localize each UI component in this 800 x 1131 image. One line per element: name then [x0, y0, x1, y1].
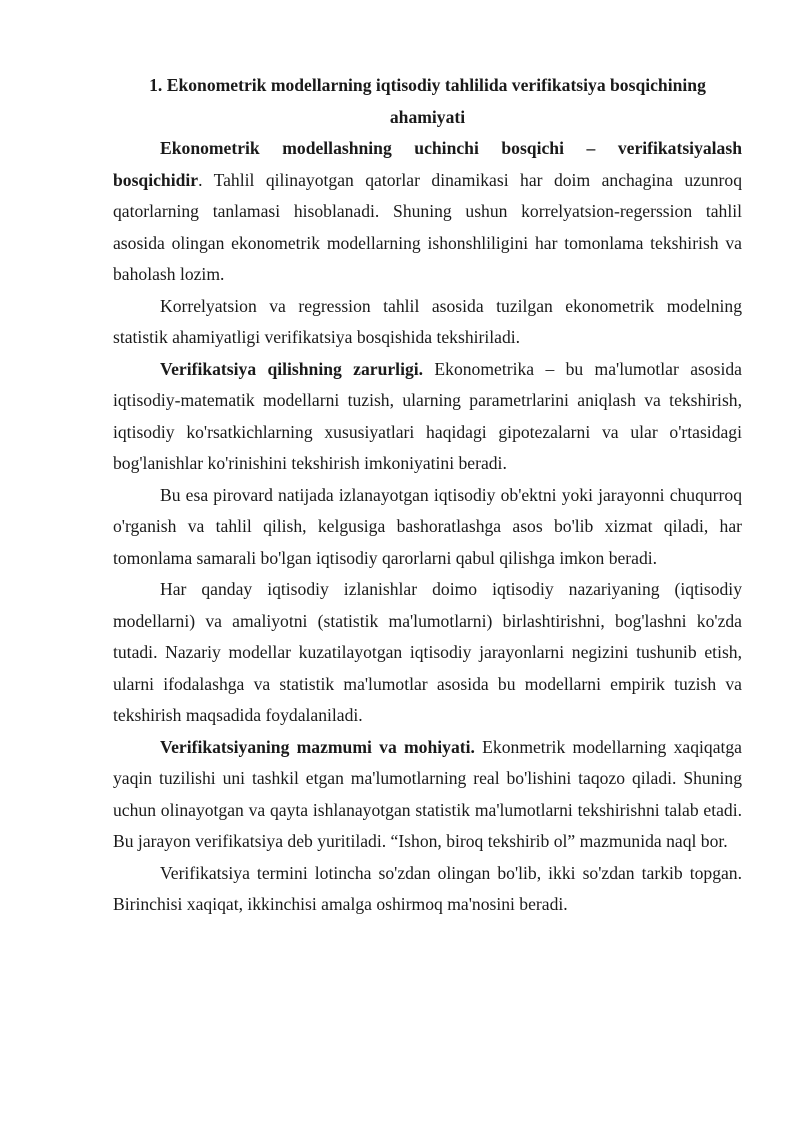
paragraph-text: Korrelyatsion va regression tahlil asosida tuzilgan ekonometrik modelning statistik ahamiyatligi verifikatsiya bosqishida tekshiriladi. [113, 295, 742, 347]
paragraph-lead: Verifikatsiya qilishning zarurligi. [160, 358, 424, 379]
section-title: 1. Ekonometrik modellarning iqtisodiy tahlilida verifikatsiya bosqichining ahamiyati [149, 75, 706, 127]
paragraph-2 [113, 291, 742, 354]
paragraph-text: Ekonometrika – bu ma'lumotlar asosida iqtisodiy-matematik modellarni tuzish, ularning parametrlarini aniqlash va tekshirish, iqtisodiy ko'rsatkichlarning xususiyatlari haqidagi gipotezalarni va ular o'rtasidagi bog'lanishlar ko'rinishini tekshirish imkoniyatini beradi. [113, 358, 742, 473]
paragraph-lead: Ekonometrik modellashning uchinchi bosqichi – verifikatsiyalash bosqichidir [113, 138, 742, 190]
paragraph-lead: Verifikatsiyaning mazmumi va mohiyati. [160, 736, 475, 757]
paragraph-text: Ekonmetrik modellarning xaqiqatga yaqin tuzilishi uni tashkil etgan ma'lumotlarning real bo'lishini taqozo qiladi. Shuning uchun olinayotgan va qayta ishlanayotgan statistik ma'lumotlarni tekshirishni talab etadi. Bu jarayon verifikatsiya deb yuritiladi. “Ishon, biroq tekshirib ol” mazmunida naql bor. [113, 736, 742, 851]
paragraph-3 [113, 354, 742, 480]
paragraph-6 [113, 732, 742, 858]
paragraph-5 [113, 574, 742, 732]
paragraph-7 [113, 858, 742, 921]
paragraph-text: Verifikatsiya termini lotincha so'zdan olingan bo'lib, ikki so'zdan tarkib topgan. Birinchisi xaqiqat, ikkinchisi amalga oshirmoq ma'nosini beradi. [113, 862, 742, 914]
paragraph-1 [113, 133, 742, 291]
paragraph-text: . Tahlil qilinayotgan qatorlar dinamikasi har doim anchagina uzunroq qatorlarning tanlamasi hisoblanadi. Shuning ushun korrelyatsion-regerssion tahlil asosida olingan ekonometrik modellarning ishonshliligini har tomonlama tekshirish va baholash lozim. [113, 169, 742, 284]
paragraph-text: Har qanday iqtisodiy izlanishlar doimo iqtisodiy nazariyaning (iqtisodiy modellarni) va amaliyotni (statistik ma'lumotlarni) birlashtirishni, bog'lashni ko'zda tutadi. Nazariy modellar kuzatilayotgan iqtisodiy jarayonlarni negizini tushunib etish, ularni ifodalashga va statistik ma'lumotlar asosida bu modellarni empirik tuzish va tekshirish maqsadida foydalaniladi. [113, 579, 742, 725]
paragraph-text: Bu esa pirovard natijada izlanayotgan iqtisodiy ob'ektni yoki jarayonni chuqurroq o'rganish va tahlil qilish, kelgusiga bashoratlashga asos bo'lib xizmat qiladi, har tomonlama samarali bo'lgan iqtisodiy qarorlarni qabul qilishga imkon beradi. [113, 484, 742, 568]
paragraph-4 [113, 480, 742, 575]
